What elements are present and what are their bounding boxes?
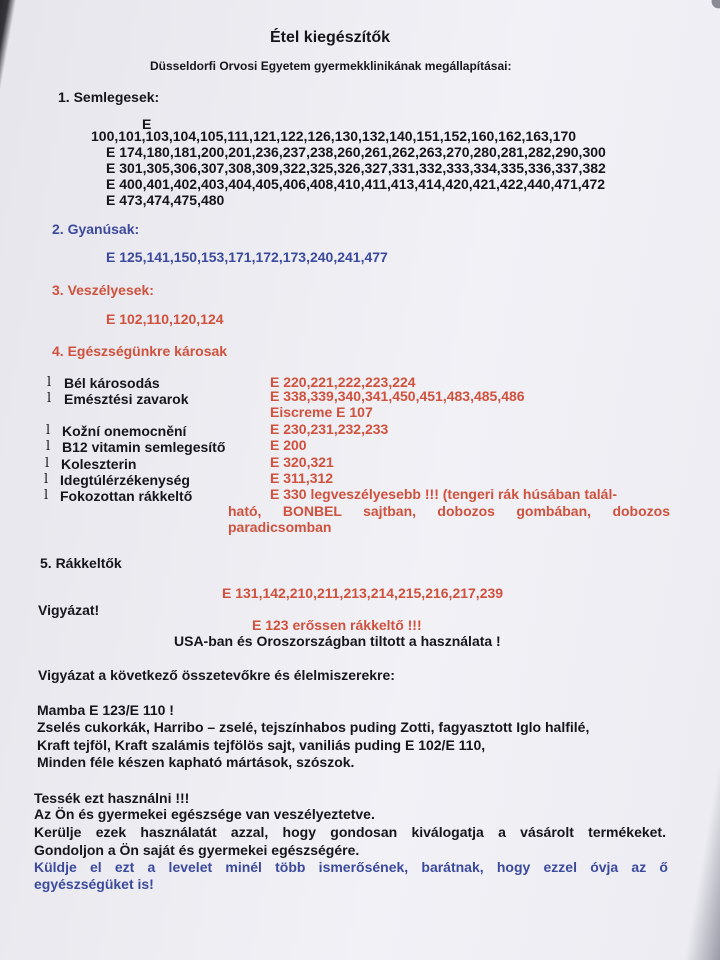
closing-line: Kerülje ezek használatát azzal, hogy gondosan kiválogatja a vásárolt termékeket. bbox=[34, 824, 666, 840]
caution-line: Mamba E 123/E 110 ! bbox=[37, 702, 174, 718]
neutral-codes-line: 100,101,103,104,105,111,121,122,126,130,132,140,151,152,160,162,163,170 bbox=[91, 128, 577, 144]
suspicious-codes: E 125,141,150,153,171,172,173,240,241,477 bbox=[106, 249, 388, 265]
harmful-label: Koleszterin bbox=[61, 456, 137, 472]
bullet-icon: l bbox=[46, 423, 51, 438]
harmful-codes: E 320,321 bbox=[270, 454, 334, 470]
harmful-codes-continued: ható, BONBEL sajtban, dobozos gombában, dobozos bbox=[228, 503, 670, 519]
warning-label: Vigyázat! bbox=[38, 602, 100, 618]
bullet-icon: l bbox=[44, 472, 49, 487]
caution-line: Minden féle készen kapható mártások, szószok. bbox=[37, 754, 355, 770]
bullet-icon: l bbox=[46, 439, 51, 454]
bullet-icon: l bbox=[44, 488, 49, 503]
section-suspicious-heading: 2. Gyanúsak: bbox=[52, 221, 140, 237]
neutral-codes-line: E 400,401,402,403,404,405,406,408,410,411,413,414,420,421,422,440,471,472 bbox=[106, 176, 606, 192]
closing-line: Gondoljon a Ön saját és gyermekei egészségére. bbox=[34, 842, 360, 858]
harmful-label: Kožní onemocnění bbox=[62, 423, 187, 439]
caution-line: Zselés cukorkák, Harribo – zselé, tejszínhabos puding Zotti, fagyasztott Iglo halfilé, bbox=[37, 719, 590, 735]
harmful-codes: E 200 bbox=[270, 437, 307, 453]
harmful-codes: E 311,312 bbox=[270, 470, 334, 486]
e123-warning: E 123 erőssen rákkeltő !!! bbox=[252, 617, 422, 633]
page-subtitle: Düsseldorfi Orvosi Egyetem gyermekklinikának megállapításai: bbox=[150, 59, 512, 73]
closing-line: Az Ön és gyermekei egészsége van veszélyeztetve. bbox=[34, 806, 375, 822]
bullet-icon: l bbox=[47, 391, 52, 406]
section-dangerous-heading: 3. Veszélyesek: bbox=[52, 282, 154, 298]
paper-corner bbox=[712, 0, 720, 8]
neutral-codes-line: E 174,180,181,200,201,236,237,238,260,261,262,263,270,280,281,282,290,300 bbox=[106, 144, 606, 160]
section-harmful-heading: 4. Egészségünkre károsak bbox=[52, 343, 228, 359]
harmful-label: Idegtúlérzékenység bbox=[60, 472, 190, 488]
closing-line: egyészségüket is! bbox=[34, 876, 154, 892]
carcinogenic-codes: E 131,142,210,211,213,214,215,216,217,239 bbox=[222, 585, 504, 601]
harmful-codes: E 220,221,222,223,224 bbox=[270, 374, 416, 390]
page-title: Étel kiegészítők bbox=[270, 29, 391, 46]
banned-notice: USA-ban és Oroszországban tiltott a használata ! bbox=[174, 633, 501, 649]
neutral-codes-line: E 301,305,306,307,308,309,322,325,326,327,331,332,333,334,335,336,337,382 bbox=[106, 160, 606, 176]
harmful-codes: E 230,231,232,233 bbox=[270, 421, 389, 437]
caution-line: Kraft tejföl, Kraft szalámis tejfölös sajt, vaniliás puding E 102/E 110, bbox=[37, 737, 486, 753]
neutral-e-prefix: E bbox=[142, 116, 152, 132]
closing-line: Tessék ezt használni !!! bbox=[34, 790, 190, 806]
harmful-codes-continued: paradicsomban bbox=[228, 519, 332, 535]
section-carcinogenic-heading: 5. Rákkeltők bbox=[40, 555, 122, 571]
harmful-codes: E 330 legveszélyesebb !!! (tengeri rák húsában talál- bbox=[270, 486, 618, 502]
harmful-label: Bél károsodás bbox=[64, 375, 160, 391]
harmful-codes: E 338,339,340,341,450,451,483,485,486 bbox=[270, 388, 525, 404]
bullet-icon: l bbox=[45, 456, 50, 471]
neutral-codes-line: E 473,474,475,480 bbox=[106, 192, 225, 208]
caution-heading: Vigyázat a következő összetevőkre és élelmiszerekre: bbox=[38, 667, 395, 683]
bullet-icon: l bbox=[47, 375, 52, 390]
dangerous-codes: E 102,110,120,124 bbox=[106, 311, 224, 327]
closing-line: Küldje el ezt a levelet minél több ismerősének, barátnak, hogy ezzel óvja az ő bbox=[34, 859, 668, 875]
harmful-label: B12 vitamin semlegesítő bbox=[62, 439, 226, 455]
harmful-codes: Eiscreme E 107 bbox=[270, 404, 373, 420]
section-neutral-heading: 1. Semlegesek: bbox=[58, 89, 160, 105]
harmful-label: Fokozottan rákkeltő bbox=[60, 488, 193, 504]
harmful-label: Emésztési zavarok bbox=[64, 391, 189, 407]
